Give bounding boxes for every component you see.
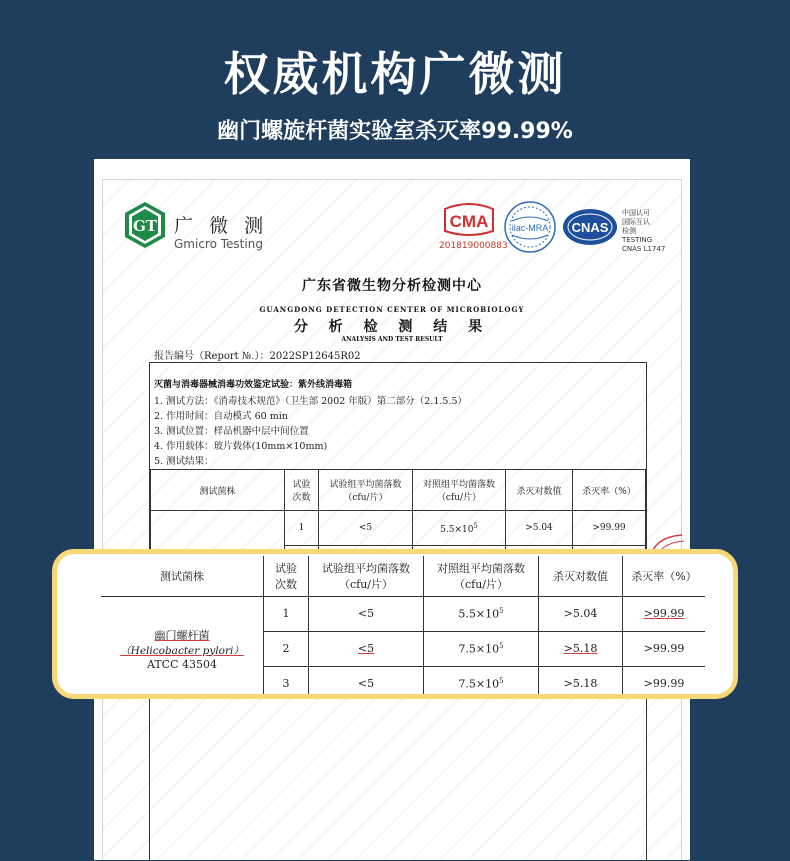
page-title: 权威机构广微测 <box>223 47 567 101</box>
page-subtitle: 幽门螺旋杆菌实验室杀灭率99.99% <box>217 119 573 144</box>
text: 7.5×10 <box>458 677 500 691</box>
col-header-strain: 测试菌株 <box>101 556 264 596</box>
doc-title: 分 析 检 测 结 果 <box>293 319 491 335</box>
trial-cell: 2 <box>264 631 309 666</box>
rate-cell: >99.99 <box>623 631 706 666</box>
col-header-kill-rate: 杀灭率（%） <box>623 556 706 596</box>
report-number: 报告编号（Report №.）：2022SP12645R02 <box>154 351 361 362</box>
text: 5.5×10 <box>440 524 474 535</box>
col-header: 测试菌株 <box>151 470 285 511</box>
trial-cell: 1 <box>264 596 309 631</box>
control-cell <box>424 666 539 699</box>
text: 中国认可 <box>622 209 650 217</box>
text: （cfu/片） <box>338 577 394 591</box>
org-title-en: GUANGDONG DETECTION CENTER OF MICROBIOLOGY <box>259 305 525 314</box>
cma-number: 201819000883 <box>439 241 508 251</box>
doc-title-en: ANALYSIS AND TEST RESULT <box>341 336 443 343</box>
rate-cell <box>623 596 706 631</box>
table-cell <box>413 511 506 546</box>
report-line: 5. 测试结果： <box>154 456 214 467</box>
rate-cell: >99.99 <box>623 666 706 699</box>
results-table <box>101 556 705 699</box>
trial-cell: 3 <box>264 666 309 699</box>
text: 对照组平均菌落数 <box>422 480 495 490</box>
text: 国际互认 <box>622 218 650 226</box>
col-header-test-group <box>309 556 424 596</box>
report-line: 2. 作用时间：自动模式 60 min <box>154 411 288 422</box>
col-header <box>319 470 413 511</box>
text: CNAS L1747 <box>622 245 666 253</box>
col-header-control-group <box>424 556 539 596</box>
text: <5 <box>357 642 375 655</box>
strain-cell <box>101 596 264 699</box>
control-cell <box>424 631 539 666</box>
text: 试验组平均菌落数 <box>322 561 410 575</box>
cma-text: CMA <box>449 212 489 231</box>
table-cell: >5.04 <box>506 511 573 546</box>
col-header-log-reduction: 杀灭对数值 <box>539 556 623 596</box>
text: （cfu/片） <box>436 493 482 503</box>
report-document <box>94 159 690 860</box>
strain-name-cn: 幽门螺杆菌 <box>154 628 210 642</box>
report-line: 4. 作用载体：玻片载体(10mm×10mm) <box>154 441 328 452</box>
text: 次数 <box>292 493 311 503</box>
table-cell: >99.99 <box>573 511 646 546</box>
control-cell <box>424 596 539 631</box>
section-title: 灭菌与消毒器械消毒功效鉴定试验：紫外线消毒箱 <box>154 380 353 390</box>
brand-name-cn: 广 微 测 <box>174 215 269 237</box>
ilac-text: ilac-MRA <box>511 223 549 233</box>
text: 5 <box>499 641 504 650</box>
text: 试验 <box>275 561 297 575</box>
text: >99.99 <box>643 607 685 620</box>
text <box>151 511 646 546</box>
table-row <box>101 596 705 631</box>
test-cell: <5 <box>309 666 424 699</box>
text: （cfu/片） <box>453 577 509 591</box>
strain-name-latin: （Helicobacter pylori） <box>120 644 244 657</box>
log-cell: >5.04 <box>539 596 623 631</box>
text: 7.5×10 <box>458 642 500 656</box>
text: 试验组平均菌落数 <box>329 480 402 490</box>
text: TESTING <box>622 236 653 244</box>
logo-text: GT <box>133 217 157 235</box>
cnas-mark-icon <box>562 207 618 247</box>
cnas-caption <box>622 209 682 254</box>
report-line: 1. 测试方法：《消毒技术规范》（卫生部 2002 年版）第二部分（2.1.5.5） <box>154 396 468 407</box>
highlighted-results-table <box>52 549 738 699</box>
gmicro-logo-icon <box>124 201 166 249</box>
text: 5 <box>499 676 504 685</box>
text: 对照组平均菌落数 <box>437 561 525 575</box>
log-cell: >5.18 <box>539 666 623 699</box>
table-header-row <box>101 556 705 596</box>
col-header: 杀灭对数值 <box>506 470 573 511</box>
ilac-mra-icon <box>504 201 556 253</box>
test-cell <box>309 631 424 666</box>
text <box>151 470 646 511</box>
text: >5.18 <box>563 642 598 655</box>
cnas-text: CNAS <box>571 220 609 235</box>
text: 5 <box>473 521 478 530</box>
col-header <box>285 470 319 511</box>
text: （cfu/片） <box>343 493 388 503</box>
text: 检测 <box>622 227 636 235</box>
text: 试验 <box>292 480 311 490</box>
col-header <box>413 470 506 511</box>
text: 次数 <box>275 577 297 591</box>
test-cell: <5 <box>309 596 424 631</box>
table-cell: 1 <box>285 511 319 546</box>
text: 5 <box>499 606 504 615</box>
report-line: 3. 测试位置：样品机器中层中间位置 <box>154 426 309 437</box>
table-cell: <5 <box>319 511 413 546</box>
col-header: 杀灭率（%） <box>573 470 646 511</box>
col-header-trial <box>264 556 309 596</box>
log-cell <box>539 631 623 666</box>
brand-name-en: Gmicro Testing <box>174 237 263 251</box>
text: 5.5×10 <box>458 607 500 621</box>
strain-atcc: ATCC 43504 <box>146 657 217 671</box>
org-title: 广东省微生物分析检测中心 <box>302 278 482 294</box>
